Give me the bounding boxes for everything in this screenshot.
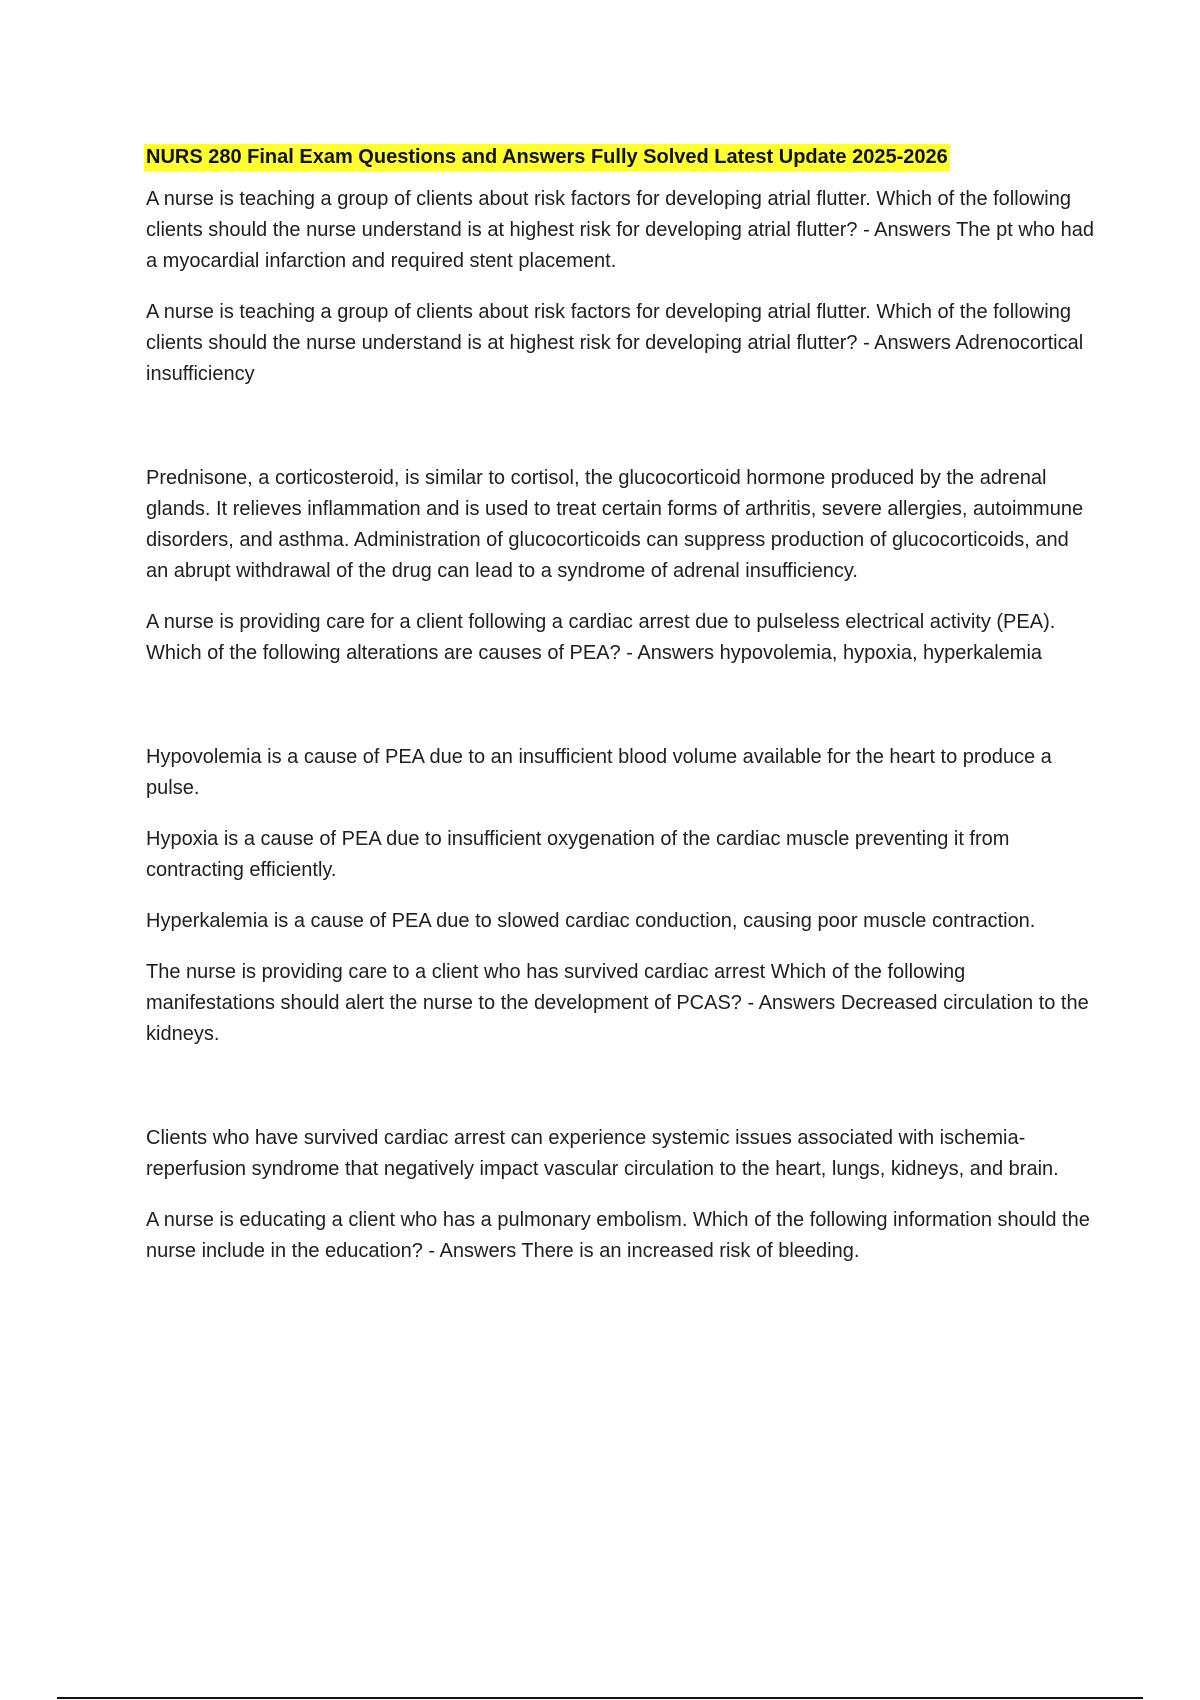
paragraph-rationale-pcas: Clients who have survived cardiac arrest can experience systemic issues associated with ischemia-reperfusion syndrome that negatively impact vascular circulation to the heart, lungs, kidneys, and brain. <box>146 1127 1059 1180</box>
paragraph-rationale-prednisone: Prednisone, a corticosteroid, is similar to cortisol, the glucocorticoid hormone produced by the adrenal glands. It relieves inflammation and is used to treat certain forms of arthritis, severe allergies, autoimmune disorders, and asthma. Administration of glucocorticoids can suppress production of glucocorticoids, and an abrupt withdrawal of the drug can lead to a syndrome of adrenal insufficiency. <box>146 467 1084 582</box>
paragraph-q5: A nurse is educating a client who has a pulmonary embolism. Which of the following information should the nurse include in the education? - Answers There is an increased risk of bleeding. <box>146 1209 1090 1262</box>
paragraph-rationale-hyperkalemia: Hyperkalemia is a cause of PEA due to slowed cardiac conduction, causing poor muscle contraction. <box>146 910 1036 932</box>
document-title: NURS 280 Final Exam Questions and Answers Fully Solved Latest Update 2025-2026 <box>144 144 950 171</box>
document-body <box>146 144 1096 1267</box>
paragraph-q4: The nurse is providing care to a client who has survived cardiac arrest Which of the following manifestations should alert the nurse to the development of PCAS? - Answers Decreased circulation to the kidneys. <box>146 961 1089 1045</box>
paragraph-q2: A nurse is teaching a group of clients about risk factors for developing atrial flutter. Which of the following clients should the nurse understand is at highest risk for developing atrial flutter? - Answers Adrenocortical insufficiency <box>146 301 1084 385</box>
paragraph-q1: A nurse is teaching a group of clients about risk factors for developing atrial flutter. Which of the following clients should the nurse understand is at highest risk for developing atrial flutter? - Answers The pt who had a myocardial infarction and required stent placement. <box>146 188 1094 272</box>
paragraph-rationale-hypovolemia: Hypovolemia is a cause of PEA due to an insufficient blood volume available for the heart to produce a pulse. <box>146 746 1052 799</box>
bottom-divider <box>57 1697 1143 1699</box>
paragraph-q3: A nurse is providing care for a client following a cardiac arrest due to pulseless electrical activity (PEA). Which of the following alterations are causes of PEA? - Answers hypovolemia, hypoxia, hyperkalemia <box>146 611 1056 664</box>
paragraph-rationale-hypoxia: Hypoxia is a cause of PEA due to insufficient oxygenation of the cardiac muscle preventing it from contracting efficiently. <box>146 828 1010 881</box>
